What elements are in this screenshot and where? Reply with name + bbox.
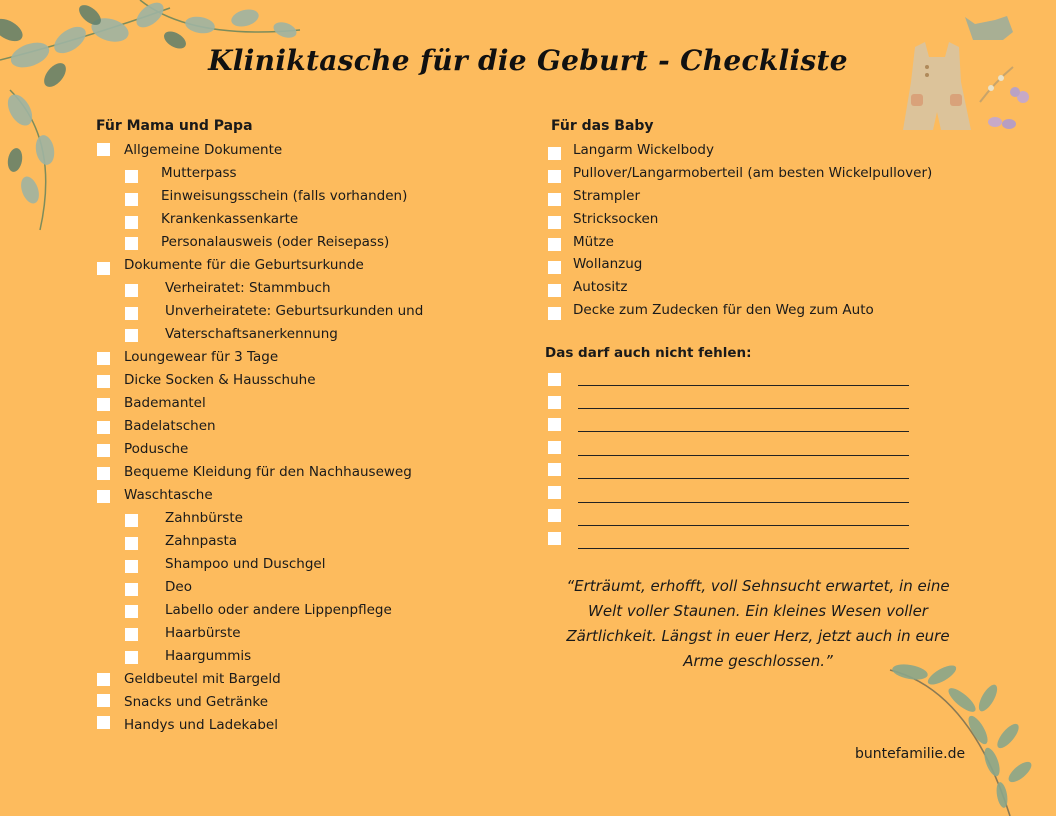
checkbox[interactable] [125,329,138,342]
checkbox[interactable] [125,560,138,573]
checkbox[interactable] [548,170,561,183]
checkbox[interactable] [97,143,110,156]
checklist-item: Deo [165,579,192,595]
checkbox[interactable] [548,307,561,320]
checkbox[interactable] [125,537,138,550]
checkbox[interactable] [125,514,138,527]
checkbox[interactable] [548,486,561,499]
checklist-item: Zahnbürste [165,510,243,526]
checklist-item: Allgemeine Dokumente [124,142,283,158]
checkbox[interactable] [97,490,110,503]
checklist-item: Personalausweis (oder Reisepass) [161,234,390,250]
checkbox[interactable] [97,352,110,365]
checkbox[interactable] [97,262,110,275]
checklist-item: Pullover/Langarmoberteil (am besten Wickelpullover) [573,165,933,181]
checkbox[interactable] [97,694,110,707]
checklist-item: Verheiratet: Stammbuch [165,280,331,296]
checklist-item: Vaterschaftsanerkennung [165,326,338,342]
checklist-item: Krankenkassenkarte [161,211,299,227]
checklist-item: Snacks und Getränke [124,694,269,710]
checklist-item: Shampoo und Duschgel [165,556,326,572]
checklist-item: Bademantel [124,395,206,411]
checkbox[interactable] [97,375,110,388]
checkbox[interactable] [125,193,138,206]
checkbox[interactable] [97,421,110,434]
checkbox[interactable] [97,673,110,686]
checklist-item: Badelatschen [124,418,216,434]
checkbox[interactable] [125,307,138,320]
checkbox[interactable] [548,418,561,431]
checklist-item: Mutterpass [161,165,237,181]
write-in-line[interactable] [578,431,909,432]
checkbox[interactable] [548,261,561,274]
checkbox[interactable] [548,373,561,386]
write-in-line[interactable] [578,408,909,409]
quote-text: “Erträumt, erhofft, voll Sehnsucht erwartet, in eine Welt voller Staunen. Ein kleines Wesen voller Zärtlichkeit. Längst in euer Herz, jetzt auch in eure Arme geschlossen.” [566,577,950,670]
checkbox[interactable] [548,147,561,160]
checkbox[interactable] [97,444,110,457]
checkbox[interactable] [548,532,561,545]
checkbox[interactable] [97,716,110,729]
checklist-item: Handys und Ladekabel [124,717,278,733]
checklist-item: Einweisungsschein (falls vorhanden) [161,188,408,204]
checklist-item: Zahnpasta [165,533,238,549]
checkbox[interactable] [125,170,138,183]
checklist-item: Labello oder andere Lippenpflege [165,602,392,618]
checklist-item: Podusche [124,441,189,457]
checkbox[interactable] [548,441,561,454]
checkbox[interactable] [125,583,138,596]
checklist-item: Haarbürste [165,625,241,641]
write-in-line[interactable] [578,478,909,479]
checklist-item: Mütze [573,234,614,250]
checklist-item: Wollanzug [573,256,643,272]
checkbox[interactable] [548,216,561,229]
left-heading: Für Mama und Papa [96,118,253,134]
checkbox[interactable] [548,463,561,476]
write-in-line[interactable] [578,525,909,526]
checkbox[interactable] [125,628,138,641]
page-title: Kliniktasche für die Geburt - Checkliste [208,44,848,77]
checkbox[interactable] [125,651,138,664]
checklist-item: Haargummis [165,648,252,664]
right-heading: Für das Baby [551,118,654,134]
checklist-item: Dicke Socken & Hausschuhe [124,372,316,388]
checkbox[interactable] [125,284,138,297]
write-in-line[interactable] [578,385,909,386]
checkbox[interactable] [97,467,110,480]
checklist-item: Geldbeutel mit Bargeld [124,671,281,687]
checkbox[interactable] [548,193,561,206]
checklist-item: Unverheiratete: Geburtsurkunden und [165,303,424,319]
write-in-line[interactable] [578,502,909,503]
checkbox[interactable] [548,284,561,297]
checkbox[interactable] [548,238,561,251]
checkbox[interactable] [97,398,110,411]
checkbox[interactable] [125,237,138,250]
checkbox[interactable] [125,216,138,229]
checklist-item: Decke zum Zudecken für den Weg zum Auto [573,302,874,318]
checklist-item: Stricksocken [573,211,659,227]
checklist-item: Autositz [573,279,628,295]
olive-branch-icon [880,650,1056,816]
checklist-item: Waschtasche [124,487,213,503]
write-in-line[interactable] [578,455,909,456]
checkbox[interactable] [548,509,561,522]
checklist-item: Langarm Wickelbody [573,142,714,158]
extra-heading: Das darf auch nicht fehlen: [545,345,752,361]
write-in-line[interactable] [578,548,909,549]
checkbox[interactable] [548,396,561,409]
site-name: buntefamilie.de [855,746,966,762]
checkbox[interactable] [125,605,138,618]
checklist-item: Strampler [573,188,641,204]
checklist-item: Loungewear für 3 Tage [124,349,279,365]
checklist-item: Bequeme Kleidung für den Nachhauseweg [124,464,412,480]
checklist-item: Dokumente für die Geburtsurkunde [124,257,364,273]
